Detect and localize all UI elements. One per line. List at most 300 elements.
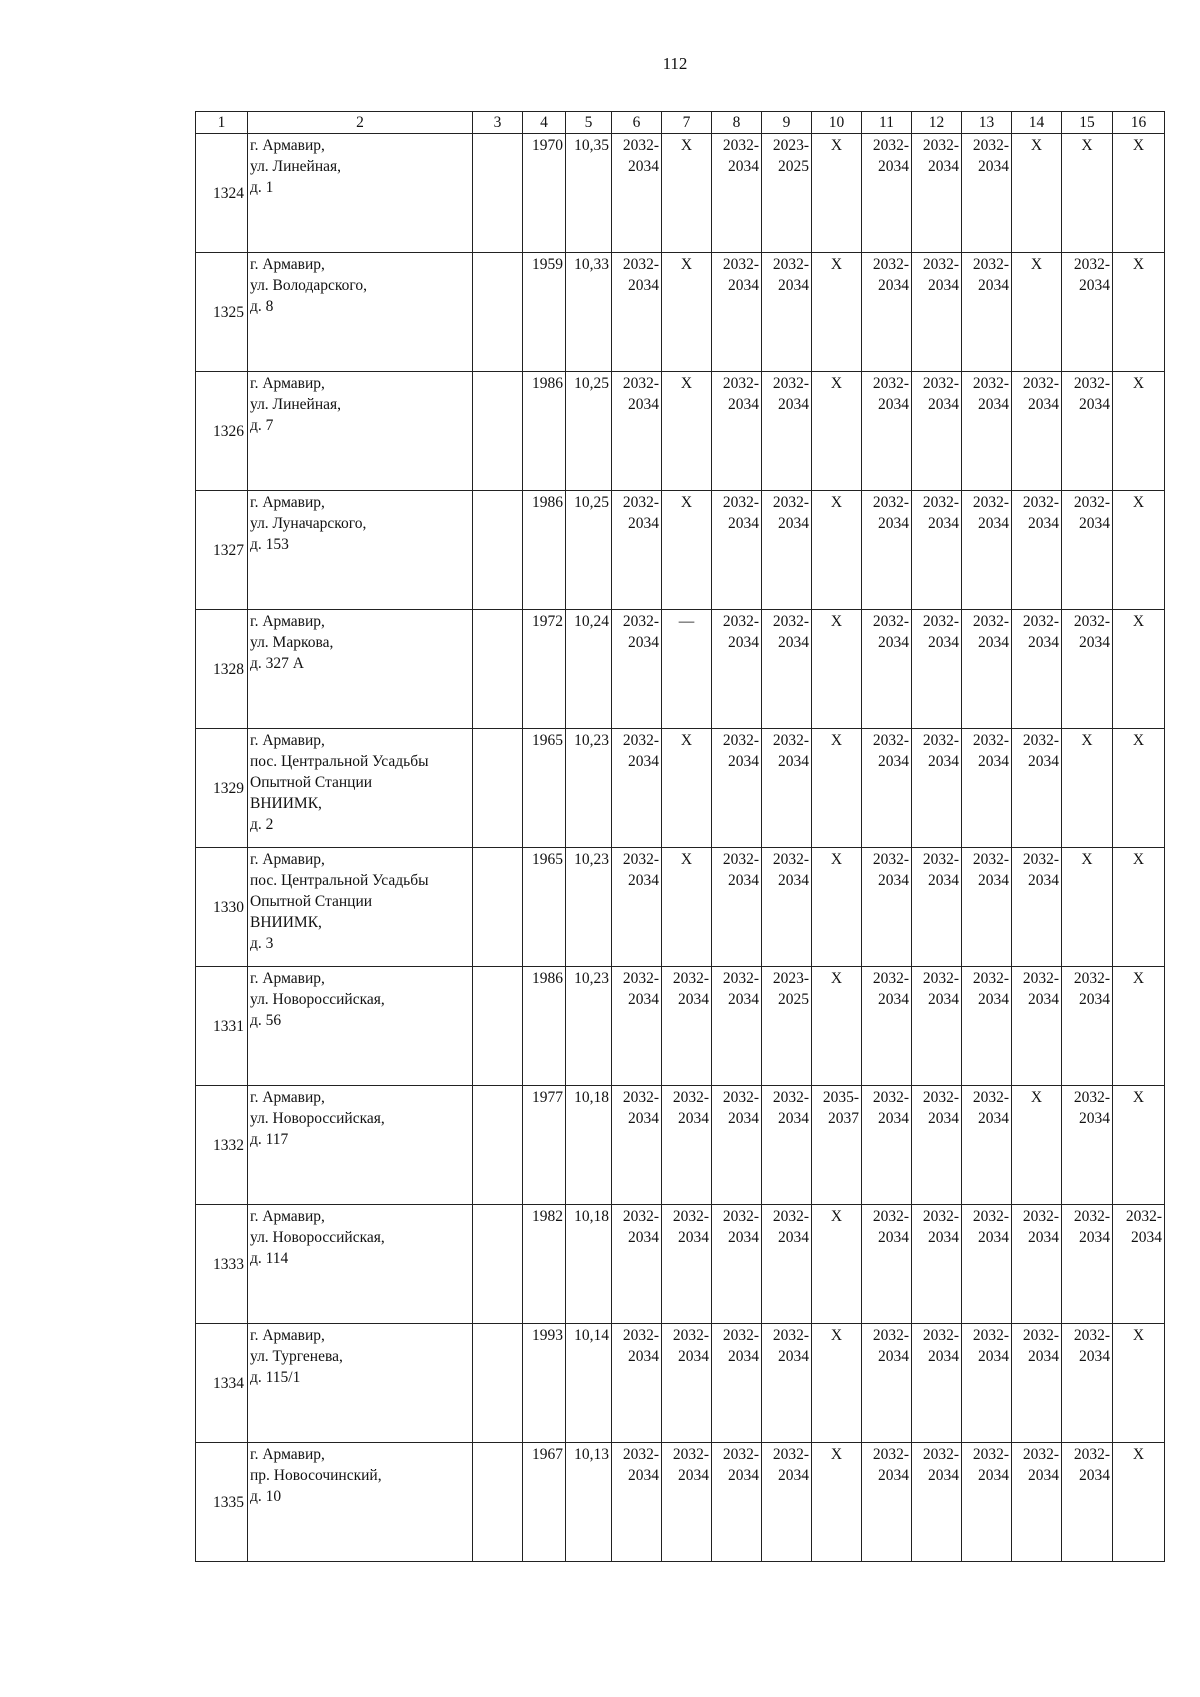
table-row xyxy=(196,610,1165,729)
period-cell xyxy=(1012,1086,1062,1205)
period-year: 2032- xyxy=(772,375,809,392)
period-year: 2032- xyxy=(872,851,909,868)
period-cell xyxy=(712,1324,762,1443)
period-cell xyxy=(1113,1324,1165,1443)
period-year: 2034 xyxy=(778,277,809,294)
address-line: ВНИИМК, xyxy=(250,914,322,931)
period-year: 2034 xyxy=(1079,1229,1110,1246)
period-cell xyxy=(1113,491,1165,610)
column-number-header: 3 xyxy=(473,112,523,134)
not-applicable-mark: Х xyxy=(1081,732,1093,749)
period-year: 2034 xyxy=(878,872,909,889)
year-cell: 1986 xyxy=(523,967,566,1086)
period-year: 2032- xyxy=(872,494,909,511)
period-cell xyxy=(1113,848,1165,967)
period-cell xyxy=(862,491,912,610)
period-year: 2032- xyxy=(922,375,959,392)
period-year: 2032- xyxy=(922,137,959,154)
period-cell xyxy=(862,253,912,372)
period-year: 2032- xyxy=(722,1208,759,1225)
period-year: 2032- xyxy=(922,256,959,273)
period-cell xyxy=(1062,1443,1113,1562)
period-year: 2034 xyxy=(878,158,909,175)
address-cell xyxy=(248,372,473,491)
not-applicable-mark: Х xyxy=(1030,137,1043,154)
not-applicable-mark: Х xyxy=(680,494,693,511)
period-cell xyxy=(1113,1205,1165,1324)
period-year: 2034 xyxy=(1079,1348,1110,1365)
period-cell xyxy=(762,1443,812,1562)
period-year: 2034 xyxy=(1028,753,1059,770)
period-year: 2034 xyxy=(1028,396,1059,413)
period-year: 2032- xyxy=(972,1446,1009,1463)
period-year: 2032- xyxy=(922,1208,959,1225)
period-year: 2032- xyxy=(1073,375,1110,392)
period-year: 2034 xyxy=(628,991,659,1008)
period-year: 2032- xyxy=(1073,970,1110,987)
row-number-cell: 1333 xyxy=(196,1205,248,1324)
period-year: 2034 xyxy=(728,634,759,651)
period-cell xyxy=(612,610,662,729)
period-cell xyxy=(662,491,712,610)
period-year: 2034 xyxy=(1079,277,1110,294)
period-year: 2034 xyxy=(1079,396,1110,413)
period-cell xyxy=(662,1205,712,1324)
period-year: 2034 xyxy=(678,1348,709,1365)
period-year: 2034 xyxy=(628,158,659,175)
period-year: 2032- xyxy=(1022,1327,1059,1344)
period-cell xyxy=(662,1443,712,1562)
period-cell xyxy=(712,134,762,253)
period-cell xyxy=(912,610,962,729)
period-year: 2034 xyxy=(1028,1467,1059,1484)
period-cell xyxy=(862,1324,912,1443)
not-applicable-mark: Х xyxy=(680,256,693,273)
period-year: 2032- xyxy=(1073,1446,1110,1463)
address-line: д. 115/1 xyxy=(250,1369,301,1386)
column-3-cell xyxy=(473,134,523,253)
table-row xyxy=(196,967,1165,1086)
period-year: 2032- xyxy=(872,375,909,392)
period-year: 2032- xyxy=(922,970,959,987)
address-line: г. Армавир, xyxy=(250,137,325,154)
period-year: 2032- xyxy=(972,137,1009,154)
row-number-cell: 1329 xyxy=(196,729,248,848)
period-cell xyxy=(1062,253,1113,372)
period-year: 2032- xyxy=(622,1327,659,1344)
address-line: д. 327 А xyxy=(250,655,304,672)
address-line: г. Армавир, xyxy=(250,256,325,273)
period-cell xyxy=(812,1443,862,1562)
period-year: 2034 xyxy=(1028,515,1059,532)
repair-schedule-table xyxy=(195,111,1165,1562)
period-year: 2034 xyxy=(878,991,909,1008)
column-3-cell xyxy=(473,253,523,372)
period-year: 2034 xyxy=(1079,991,1110,1008)
period-year: 2034 xyxy=(628,1110,659,1127)
period-cell xyxy=(662,729,712,848)
period-year: 2034 xyxy=(628,1348,659,1365)
period-cell xyxy=(1062,729,1113,848)
period-cell xyxy=(662,1086,712,1205)
period-cell xyxy=(812,134,862,253)
address-line: пос. Центральной Усадьбы xyxy=(250,753,429,770)
period-cell xyxy=(712,610,762,729)
period-year: 2034 xyxy=(728,753,759,770)
period-year: 2032- xyxy=(722,494,759,511)
period-cell xyxy=(962,610,1012,729)
row-number-cell: 1326 xyxy=(196,372,248,491)
period-year: 2034 xyxy=(728,1467,759,1484)
not-applicable-mark: Х xyxy=(680,137,693,154)
period-cell xyxy=(1113,610,1165,729)
period-year: 2032- xyxy=(722,1446,759,1463)
period-year: 2034 xyxy=(1079,515,1110,532)
period-cell xyxy=(1062,1086,1113,1205)
period-year: 2034 xyxy=(728,1110,759,1127)
period-cell xyxy=(712,253,762,372)
period-cell xyxy=(812,1205,862,1324)
not-applicable-mark: Х xyxy=(1132,851,1145,868)
period-year: 2032- xyxy=(972,1208,1009,1225)
page-number: 112 xyxy=(662,54,688,73)
address-line: ВНИИМК, xyxy=(250,795,322,812)
column-number-row xyxy=(196,112,1165,134)
address-line: Опытной Станции xyxy=(250,893,373,910)
period-cell xyxy=(612,372,662,491)
period-cell xyxy=(612,1443,662,1562)
address-line: д. 153 xyxy=(250,536,289,553)
period-year: 2034 xyxy=(628,515,659,532)
address-cell xyxy=(248,1324,473,1443)
period-cell xyxy=(812,729,862,848)
period-cell xyxy=(1062,372,1113,491)
period-cell xyxy=(862,1205,912,1324)
not-applicable-mark: Х xyxy=(830,970,843,987)
column-number-header: 15 xyxy=(1062,112,1113,134)
period-year: 2034 xyxy=(878,753,909,770)
period-year: 2034 xyxy=(728,396,759,413)
period-year: 2032- xyxy=(622,613,659,630)
column-number-header: 8 xyxy=(712,112,762,134)
period-cell xyxy=(712,967,762,1086)
column-3-cell xyxy=(473,1205,523,1324)
period-year: 2032- xyxy=(1073,613,1110,630)
not-applicable-mark: Х xyxy=(1132,137,1145,154)
period-year: 2034 xyxy=(628,634,659,651)
period-year: 2037 xyxy=(828,1110,859,1127)
address-line: г. Армавир, xyxy=(250,613,325,630)
period-year: 2034 xyxy=(928,396,959,413)
period-cell xyxy=(1113,134,1165,253)
period-year: 2034 xyxy=(678,1467,709,1484)
period-year: 2034 xyxy=(1131,1229,1162,1246)
column-number-header: 13 xyxy=(962,112,1012,134)
year-cell: 1982 xyxy=(523,1205,566,1324)
table-row xyxy=(196,491,1165,610)
period-year: 2034 xyxy=(928,1467,959,1484)
period-year: 2034 xyxy=(878,277,909,294)
period-year: 2032- xyxy=(672,970,709,987)
period-cell xyxy=(962,848,1012,967)
period-year: 2034 xyxy=(728,158,759,175)
table-row xyxy=(196,1443,1165,1562)
period-year: 2034 xyxy=(978,158,1009,175)
period-cell xyxy=(612,1324,662,1443)
period-year: 2034 xyxy=(678,1229,709,1246)
address-line: г. Армавир, xyxy=(250,1446,325,1463)
period-cell xyxy=(862,372,912,491)
rating-cell: 10,23 xyxy=(566,967,612,1086)
period-year: 2034 xyxy=(928,634,959,651)
period-year: 2034 xyxy=(1079,634,1110,651)
period-year: 2032- xyxy=(772,1327,809,1344)
period-year: 2032- xyxy=(922,851,959,868)
period-year: 2034 xyxy=(728,872,759,889)
not-applicable-mark: Х xyxy=(830,256,843,273)
row-number-cell: 1328 xyxy=(196,610,248,729)
table-row xyxy=(196,134,1165,253)
period-year: 2032- xyxy=(922,1446,959,1463)
period-year: 2032- xyxy=(622,256,659,273)
period-year: 2034 xyxy=(878,1110,909,1127)
period-year: 2032- xyxy=(772,1446,809,1463)
period-year: 2032- xyxy=(722,375,759,392)
period-cell xyxy=(612,967,662,1086)
period-cell xyxy=(1113,967,1165,1086)
table-body xyxy=(196,112,1165,1562)
rating-cell: 10,23 xyxy=(566,729,612,848)
period-year: 2032- xyxy=(622,494,659,511)
not-applicable-mark: Х xyxy=(830,1208,843,1225)
period-year: 2034 xyxy=(1028,634,1059,651)
period-year: 2032- xyxy=(922,1089,959,1106)
period-year: 2032- xyxy=(672,1327,709,1344)
period-year: 2034 xyxy=(928,158,959,175)
period-year: 2032- xyxy=(672,1089,709,1106)
address-line: ул. Тургенева, xyxy=(250,1348,343,1365)
period-year: 2032- xyxy=(1022,851,1059,868)
address-cell xyxy=(248,848,473,967)
period-cell xyxy=(612,729,662,848)
column-3-cell xyxy=(473,610,523,729)
address-line: д. 8 xyxy=(250,298,274,315)
period-year: 2034 xyxy=(978,396,1009,413)
period-year: 2032- xyxy=(972,732,1009,749)
period-year: 2032- xyxy=(922,732,959,749)
period-year: 2034 xyxy=(678,1110,709,1127)
column-3-cell xyxy=(473,1324,523,1443)
period-cell xyxy=(1113,1086,1165,1205)
period-cell xyxy=(1113,372,1165,491)
not-applicable-mark: Х xyxy=(1132,375,1145,392)
rating-cell: 10,25 xyxy=(566,491,612,610)
column-number-header: 10 xyxy=(812,112,862,134)
period-year: 2025 xyxy=(778,991,809,1008)
address-line: г. Армавир, xyxy=(250,970,325,987)
period-year: 2032- xyxy=(1022,1446,1059,1463)
period-year: 2034 xyxy=(978,277,1009,294)
not-applicable-mark: Х xyxy=(1132,1446,1145,1463)
period-cell xyxy=(712,372,762,491)
column-number-header: 7 xyxy=(662,112,712,134)
period-cell xyxy=(1062,1205,1113,1324)
period-cell xyxy=(912,253,962,372)
period-year: 2032- xyxy=(722,970,759,987)
period-cell xyxy=(762,610,812,729)
period-cell xyxy=(662,1324,712,1443)
period-cell xyxy=(762,848,812,967)
period-year: 2034 xyxy=(878,396,909,413)
period-year: 2034 xyxy=(878,634,909,651)
column-3-cell xyxy=(473,372,523,491)
period-cell xyxy=(712,729,762,848)
period-year: 2034 xyxy=(778,1348,809,1365)
year-cell: 1972 xyxy=(523,610,566,729)
address-line: д. 3 xyxy=(250,935,274,952)
column-number-header: 2 xyxy=(248,112,473,134)
period-cell xyxy=(1062,134,1113,253)
period-cell xyxy=(762,491,812,610)
period-year: 2032- xyxy=(872,1446,909,1463)
rating-cell: 10,35 xyxy=(566,134,612,253)
not-applicable-mark: Х xyxy=(830,375,843,392)
period-cell xyxy=(662,372,712,491)
period-year: 2034 xyxy=(778,634,809,651)
address-line: г. Армавир, xyxy=(250,1327,325,1344)
period-year: 2034 xyxy=(878,1467,909,1484)
period-year: 2034 xyxy=(978,1467,1009,1484)
period-cell xyxy=(962,491,1012,610)
period-year: 2034 xyxy=(978,1348,1009,1365)
period-year: 2032- xyxy=(722,137,759,154)
not-applicable-mark: Х xyxy=(1132,1327,1145,1344)
period-year: 2034 xyxy=(628,753,659,770)
rating-cell: 10,18 xyxy=(566,1086,612,1205)
period-cell xyxy=(1062,610,1113,729)
period-year: 2032- xyxy=(972,1089,1009,1106)
not-applicable-mark: Х xyxy=(1081,851,1093,868)
period-cell xyxy=(862,610,912,729)
period-year: 2034 xyxy=(728,1229,759,1246)
address-line: г. Армавир, xyxy=(250,732,325,749)
period-year: 2032- xyxy=(622,375,659,392)
not-applicable-mark: Х xyxy=(1132,256,1145,273)
table-row xyxy=(196,729,1165,848)
period-year: 2023- xyxy=(772,970,809,987)
period-year: 2032- xyxy=(722,1089,759,1106)
address-line: Опытной Станции xyxy=(250,774,373,791)
address-line: г. Армавир, xyxy=(250,1089,325,1106)
period-year: 2032- xyxy=(922,1327,959,1344)
period-cell xyxy=(812,610,862,729)
address-line: ул. Новороссийская, xyxy=(250,1110,385,1127)
period-year: 2035- xyxy=(822,1089,859,1106)
period-year: 2032- xyxy=(1073,1089,1110,1106)
not-applicable-mark: Х xyxy=(830,137,843,154)
period-cell xyxy=(612,848,662,967)
period-year: 2034 xyxy=(778,396,809,413)
not-applicable-mark: Х xyxy=(1132,613,1145,630)
period-year: 2032- xyxy=(622,851,659,868)
period-year: 2032- xyxy=(972,970,1009,987)
period-year: 2034 xyxy=(978,634,1009,651)
period-cell xyxy=(762,1324,812,1443)
period-year: 2032- xyxy=(1073,1208,1110,1225)
row-number-cell: 1335 xyxy=(196,1443,248,1562)
period-year: 2032- xyxy=(772,851,809,868)
not-applicable-mark: Х xyxy=(680,732,693,749)
rating-cell: 10,33 xyxy=(566,253,612,372)
period-year: 2032- xyxy=(772,256,809,273)
period-year: 2032- xyxy=(972,494,1009,511)
address-line: д. 7 xyxy=(250,417,274,434)
table-row xyxy=(196,1205,1165,1324)
address-line: г. Армавир, xyxy=(250,375,325,392)
period-year: 2032- xyxy=(922,613,959,630)
column-number-header: 6 xyxy=(612,112,662,134)
period-year: 2034 xyxy=(928,991,959,1008)
period-year: 2032- xyxy=(722,1327,759,1344)
period-year: 2032- xyxy=(1022,613,1059,630)
period-year: 2034 xyxy=(978,991,1009,1008)
period-year: 2032- xyxy=(772,1089,809,1106)
period-cell xyxy=(1012,967,1062,1086)
not-applicable-mark: Х xyxy=(1132,1089,1145,1106)
period-cell xyxy=(962,253,1012,372)
not-applicable-mark: Х xyxy=(1030,256,1043,273)
not-applicable-mark: Х xyxy=(680,375,693,392)
period-cell xyxy=(812,967,862,1086)
period-year: 2034 xyxy=(628,277,659,294)
period-year: 2034 xyxy=(928,872,959,889)
period-cell xyxy=(1012,491,1062,610)
address-line: г. Армавир, xyxy=(250,494,325,511)
period-year: 2032- xyxy=(672,1446,709,1463)
period-year: 2032- xyxy=(1022,1208,1059,1225)
address-line: д. 10 xyxy=(250,1488,282,1505)
period-year: 2032- xyxy=(1073,256,1110,273)
table-row xyxy=(196,848,1165,967)
address-cell xyxy=(248,253,473,372)
period-cell xyxy=(962,372,1012,491)
not-applicable-mark: Х xyxy=(830,732,843,749)
period-year: 2034 xyxy=(778,1467,809,1484)
row-number-cell: 1334 xyxy=(196,1324,248,1443)
period-cell xyxy=(662,610,712,729)
period-year: 2025 xyxy=(778,158,809,175)
period-year: 2034 xyxy=(728,991,759,1008)
period-year: 2032- xyxy=(872,1327,909,1344)
period-year: 2034 xyxy=(878,515,909,532)
period-cell xyxy=(912,967,962,1086)
address-cell xyxy=(248,1086,473,1205)
period-cell xyxy=(912,134,962,253)
period-year: 2032- xyxy=(972,375,1009,392)
period-year: 2032- xyxy=(1022,732,1059,749)
period-cell xyxy=(1012,372,1062,491)
rating-cell: 10,23 xyxy=(566,848,612,967)
column-number-header: 5 xyxy=(566,112,612,134)
row-number-cell: 1325 xyxy=(196,253,248,372)
period-year: 2034 xyxy=(978,515,1009,532)
period-cell xyxy=(762,1205,812,1324)
period-year: 2032- xyxy=(772,1208,809,1225)
not-applicable-mark: Х xyxy=(680,851,693,868)
period-year: 2034 xyxy=(978,1110,1009,1127)
address-line: д. 56 xyxy=(250,1012,282,1029)
period-cell xyxy=(962,134,1012,253)
